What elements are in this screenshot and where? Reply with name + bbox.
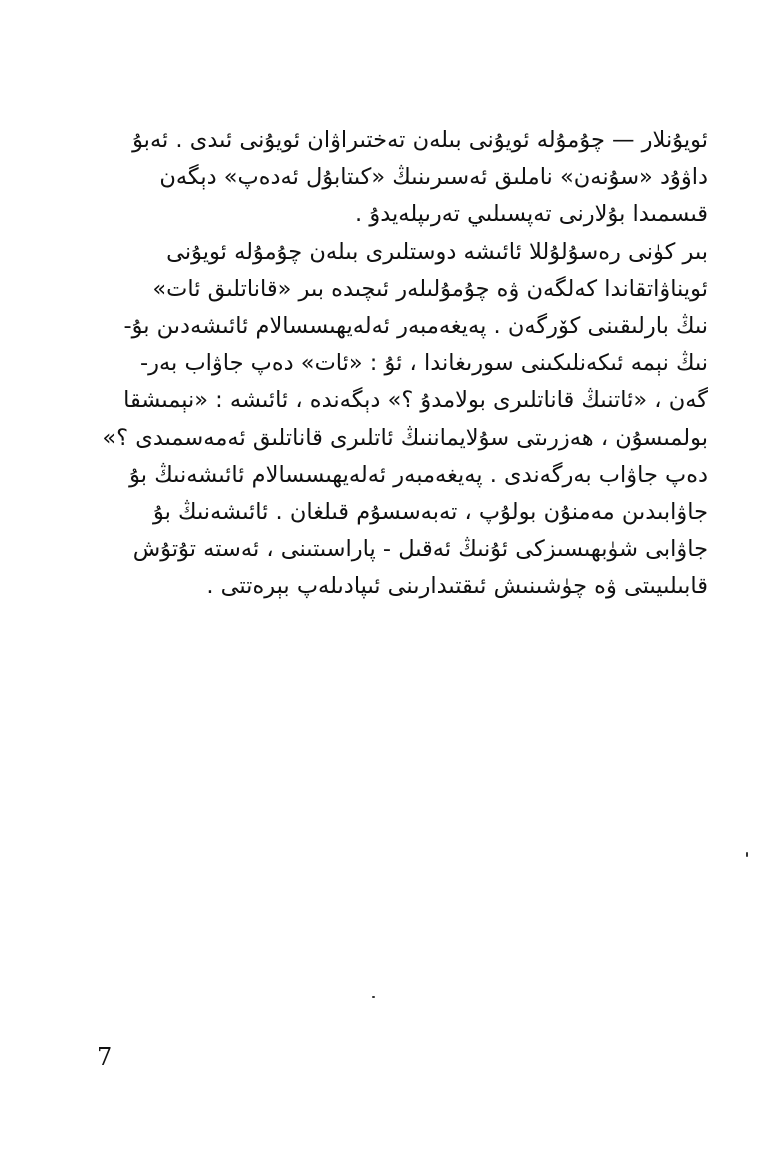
body-text bbox=[96, 122, 708, 605]
text-line: بىر كۈنى رەسۇلۇللا ئائىشە دوستلىرى بىلەن چۇمۇلە ئويۇنى bbox=[166, 238, 708, 265]
text-line: گەن ، «ئاتنىڭ قاناتلىرى بولامدۇ ؟» دېگەندە ، ئائىشە : «نېمىشقا bbox=[123, 387, 708, 414]
text-line: جاۋابىدىن مەمنۇن بولۇپ ، تەبەسسۇم قىلغان . ئائىشەنىڭ بۇ bbox=[153, 498, 708, 525]
text-line: ئويناۋاتقاندا كەلگەن ۋە چۇمۇلىلەر ئىچىدە بىر «قاناتلىق ئات» bbox=[152, 275, 708, 302]
text-line: نىڭ نېمە ئىكەنلىكىنى سورىغاندا ، ئۇ : «ئات» دەپ جاۋاب بەر- bbox=[139, 350, 708, 377]
text-line: ئويۇنلار — چۇمۇلە ئويۇنى بىلەن تەختىراۋان ئويۇنى ئىدى . ئەبۇ bbox=[132, 127, 708, 153]
text-line: قىسمىدا بۇلارنى تەپسىلىي تەرىپلەيدۇ . bbox=[355, 201, 708, 228]
scan-speck bbox=[746, 852, 748, 857]
text-line: جاۋابى شۈبھىسىزكى ئۇنىڭ ئەقىل - پاراسىتىنى ، ئەستە تۇتۇش bbox=[132, 536, 708, 563]
text-line: بولمىسۇن ، ھەزرىتى سۇلايماننىڭ ئاتلىرى قاناتلىق ئەمەسمىدى ؟» bbox=[102, 424, 708, 451]
scan-speck bbox=[372, 996, 375, 998]
page-number: 7 bbox=[97, 1043, 113, 1071]
text-line: قابىلىيىتى ۋە چۈشىنىش ئىقتىدارىنى ئىپادىلەپ بېرەتتى . bbox=[206, 573, 708, 600]
text-line: دەپ جاۋاب بەرگەندى . پەيغەمبەر ئەلەيھىسسالام ئائىشەنىڭ بۇ bbox=[129, 461, 708, 488]
text-line: داۋۇد «سۇنەن» ناملىق ئەسىرىنىڭ «كىتابۇل ئەدەپ» دېگەن bbox=[159, 164, 708, 191]
text-line: نىڭ بارلىقىنى كۆرگەن . پەيغەمبەر ئەلەيھىسسالام ئائىشەدىن بۇ- bbox=[123, 312, 708, 339]
